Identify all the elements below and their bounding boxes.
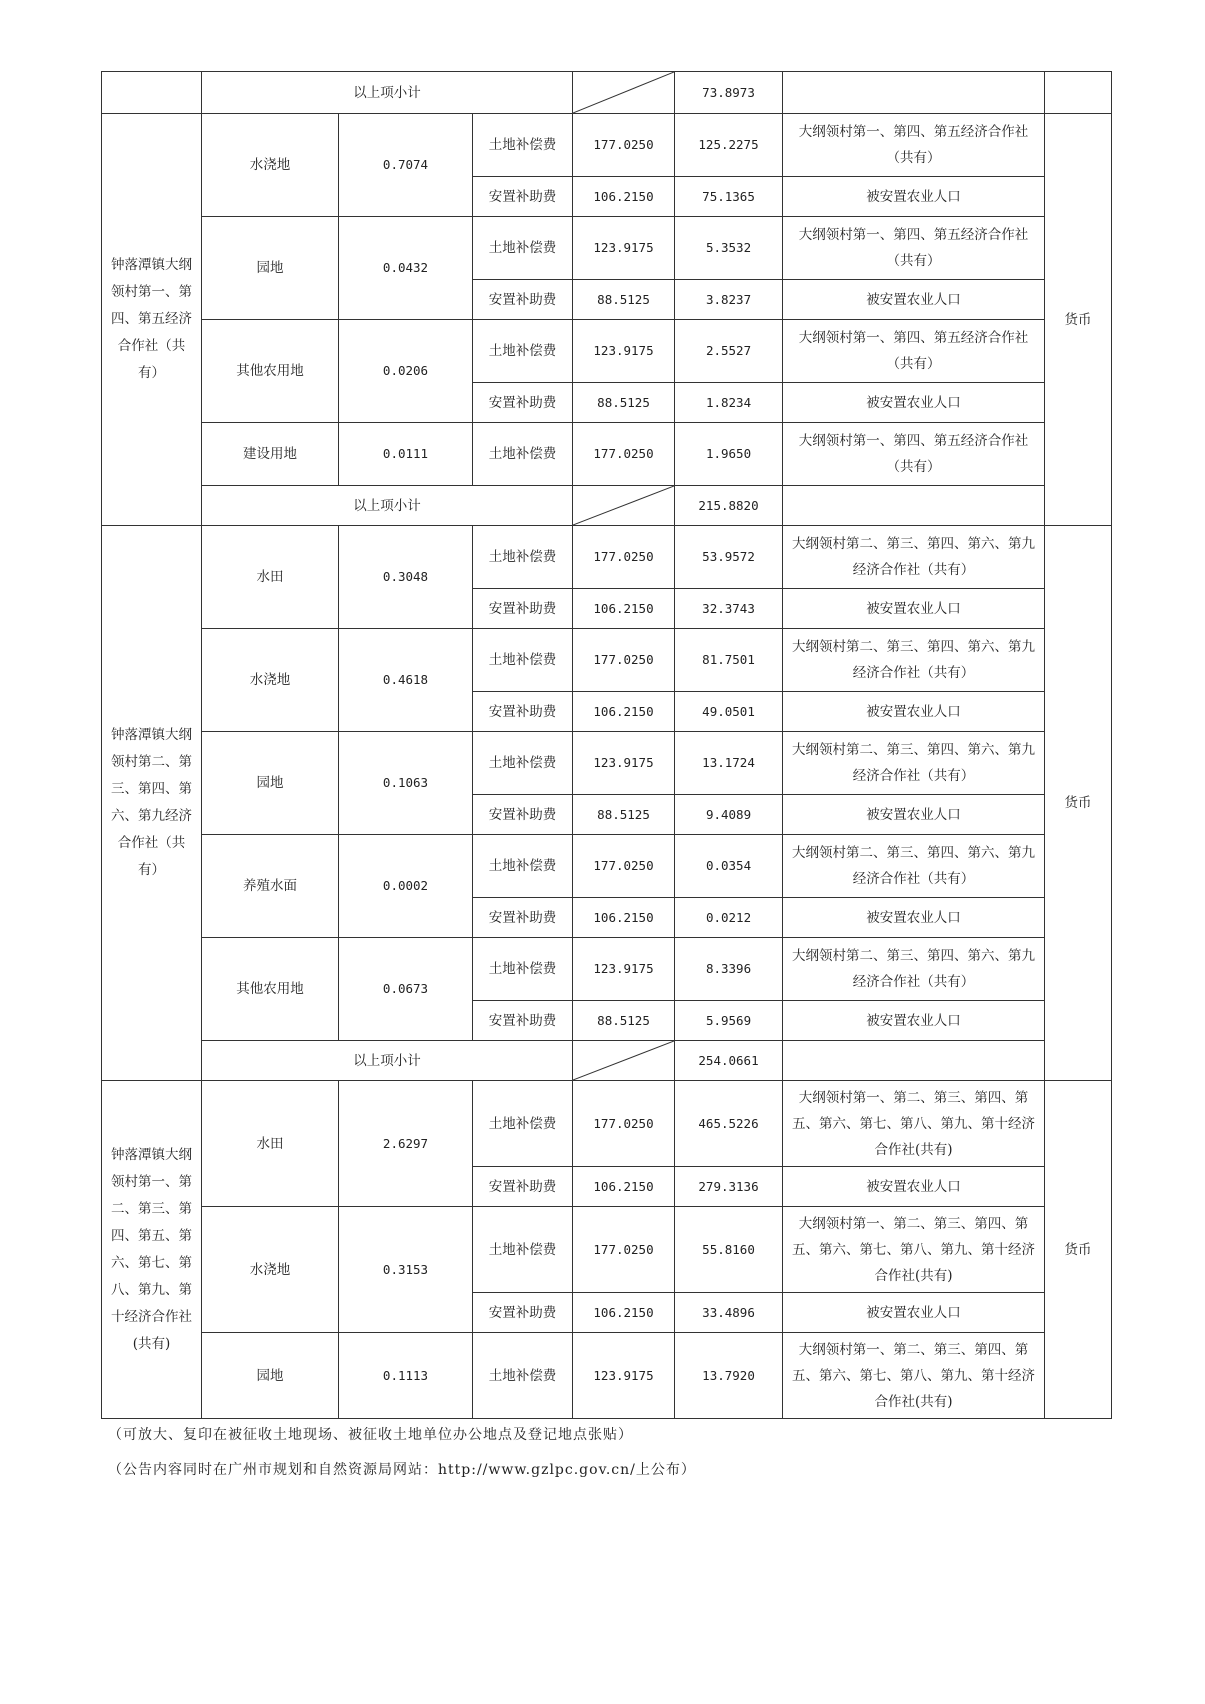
fee-standard: 177.0250 <box>573 1207 675 1293</box>
fee-standard: 177.0250 <box>573 526 675 589</box>
fee-owner: 被安置农业人口 <box>783 280 1045 320</box>
fee-amount: 2.5527 <box>675 320 783 383</box>
fee-item: 土地补偿费 <box>473 732 573 795</box>
land-type: 水田 <box>202 1081 339 1207</box>
fee-standard: 106.2150 <box>573 1167 675 1207</box>
fee-standard: 177.0250 <box>573 835 675 898</box>
fee-standard: 123.9175 <box>573 938 675 1001</box>
fee-item: 安置补助费 <box>473 589 573 629</box>
land-type: 其他农用地 <box>202 320 339 423</box>
fee-item: 安置补助费 <box>473 177 573 217</box>
fee-amount: 0.0354 <box>675 835 783 898</box>
payment-method: 货币 <box>1045 1081 1112 1419</box>
fee-item: 土地补偿费 <box>473 423 573 486</box>
table-row <box>102 1333 1112 1419</box>
payment-method: 货币 <box>1045 526 1112 1081</box>
fee-amount: 279.3136 <box>675 1167 783 1207</box>
fee-item: 土地补偿费 <box>473 114 573 177</box>
fee-amount: 8.3396 <box>675 938 783 1001</box>
table-row <box>102 732 1112 795</box>
fee-owner: 大纲领村第二、第三、第四、第六、第九经济合作社（共有） <box>783 835 1045 898</box>
subtotal-amount: 73.8973 <box>675 72 783 114</box>
table-cell-empty <box>1045 72 1112 114</box>
table-row <box>102 1207 1112 1293</box>
fee-item: 土地补偿费 <box>473 1081 573 1167</box>
fee-item: 土地补偿费 <box>473 526 573 589</box>
land-type: 水浇地 <box>202 1207 339 1333</box>
fee-owner: 大纲领村第二、第三、第四、第六、第九经济合作社（共有） <box>783 629 1045 692</box>
fee-amount: 55.8160 <box>675 1207 783 1293</box>
subtotal-label: 以上项小计 <box>202 72 573 114</box>
land-area: 0.0206 <box>339 320 473 423</box>
fee-amount: 75.1365 <box>675 177 783 217</box>
land-type: 水浇地 <box>202 114 339 217</box>
diagonal-cell <box>573 486 675 526</box>
land-area: 0.0673 <box>339 938 473 1041</box>
fee-amount: 49.0501 <box>675 692 783 732</box>
fee-item: 土地补偿费 <box>473 217 573 280</box>
fee-standard: 106.2150 <box>573 692 675 732</box>
payment-method: 货币 <box>1045 114 1112 526</box>
fee-amount: 33.4896 <box>675 1293 783 1333</box>
compensation-table <box>101 71 1112 1419</box>
table-cell-empty <box>783 72 1045 114</box>
fee-amount: 5.9569 <box>675 1001 783 1041</box>
fee-standard: 123.9175 <box>573 732 675 795</box>
fee-owner: 被安置农业人口 <box>783 898 1045 938</box>
table-row-subtotal <box>102 72 1112 114</box>
fee-item: 土地补偿费 <box>473 835 573 898</box>
fee-amount: 465.5226 <box>675 1081 783 1167</box>
fee-owner: 大纲领村第一、第四、第五经济合作社（共有） <box>783 217 1045 280</box>
fee-item: 土地补偿费 <box>473 938 573 1001</box>
table-row <box>102 217 1112 280</box>
fee-owner: 被安置农业人口 <box>783 1293 1045 1333</box>
fee-owner: 大纲领村第二、第三、第四、第六、第九经济合作社（共有） <box>783 938 1045 1001</box>
diagonal-line <box>573 72 674 113</box>
land-area: 0.0002 <box>339 835 473 938</box>
land-area: 0.3048 <box>339 526 473 629</box>
fee-owner: 大纲领村第一、第四、第五经济合作社（共有） <box>783 114 1045 177</box>
fee-owner: 大纲领村第二、第三、第四、第六、第九经济合作社（共有） <box>783 732 1045 795</box>
fee-owner: 被安置农业人口 <box>783 692 1045 732</box>
fee-standard: 177.0250 <box>573 629 675 692</box>
table-row <box>102 526 1112 589</box>
fee-amount: 1.8234 <box>675 383 783 423</box>
table-cell-empty <box>102 72 202 114</box>
table-row <box>102 835 1112 898</box>
land-type: 水田 <box>202 526 339 629</box>
land-type: 园地 <box>202 1333 339 1419</box>
subtotal-amount: 215.8820 <box>675 486 783 526</box>
fee-owner: 被安置农业人口 <box>783 383 1045 423</box>
fee-amount: 81.7501 <box>675 629 783 692</box>
diagonal-line <box>573 1041 674 1080</box>
diagonal-cell <box>573 72 675 114</box>
fee-item: 土地补偿费 <box>473 1207 573 1293</box>
table-body <box>102 72 1112 1419</box>
land-area: 0.1113 <box>339 1333 473 1419</box>
fee-item: 安置补助费 <box>473 692 573 732</box>
land-area: 0.0111 <box>339 423 473 486</box>
fee-owner: 大纲领村第二、第三、第四、第六、第九经济合作社（共有） <box>783 526 1045 589</box>
note-posting: （可放大、复印在被征收土地现场、被征收土地单位办公地点及登记地点张贴） <box>108 1427 633 1443</box>
fee-standard: 177.0250 <box>573 1081 675 1167</box>
land-area: 0.0432 <box>339 217 473 320</box>
fee-standard: 88.5125 <box>573 383 675 423</box>
fee-standard: 106.2150 <box>573 589 675 629</box>
fee-amount: 5.3532 <box>675 217 783 280</box>
fee-standard: 123.9175 <box>573 1333 675 1419</box>
fee-owner: 被安置农业人口 <box>783 177 1045 217</box>
land-type: 园地 <box>202 732 339 835</box>
land-area: 0.1063 <box>339 732 473 835</box>
fee-item: 土地补偿费 <box>473 320 573 383</box>
fee-item: 安置补助费 <box>473 1001 573 1041</box>
note-website: （公告内容同时在广州市规划和自然资源局网站：http://www.gzlpc.gov.cn/上公布） <box>108 1462 696 1478</box>
table-row <box>102 629 1112 692</box>
table-row <box>102 114 1112 177</box>
fee-amount: 125.2275 <box>675 114 783 177</box>
fee-standard: 177.0250 <box>573 114 675 177</box>
fee-owner: 被安置农业人口 <box>783 589 1045 629</box>
fee-owner: 被安置农业人口 <box>783 1001 1045 1041</box>
fee-standard: 88.5125 <box>573 1001 675 1041</box>
fee-standard: 123.9175 <box>573 217 675 280</box>
table-row-subtotal <box>102 486 1112 526</box>
fee-item: 安置补助费 <box>473 898 573 938</box>
subtotal-label: 以上项小计 <box>202 1041 573 1081</box>
fee-owner: 大纲领村第一、第四、第五经济合作社（共有） <box>783 320 1045 383</box>
table-cell-empty <box>783 486 1045 526</box>
fee-item: 安置补助费 <box>473 1167 573 1207</box>
fee-owner: 大纲领村第一、第四、第五经济合作社（共有） <box>783 423 1045 486</box>
subtotal-amount: 254.0661 <box>675 1041 783 1081</box>
land-area: 2.6297 <box>339 1081 473 1207</box>
table-row <box>102 938 1112 1001</box>
fee-item: 安置补助费 <box>473 280 573 320</box>
fee-standard: 106.2150 <box>573 1293 675 1333</box>
owner-group-name: 钟落潭镇大纲领村第二、第三、第四、第六、第九经济合作社（共有） <box>102 526 202 1081</box>
fee-standard: 88.5125 <box>573 280 675 320</box>
fee-item: 安置补助费 <box>473 795 573 835</box>
land-type: 其他农用地 <box>202 938 339 1041</box>
subtotal-label: 以上项小计 <box>202 486 573 526</box>
diagonal-cell <box>573 1041 675 1081</box>
land-area: 0.3153 <box>339 1207 473 1333</box>
fee-standard: 177.0250 <box>573 423 675 486</box>
fee-owner: 被安置农业人口 <box>783 795 1045 835</box>
fee-item: 土地补偿费 <box>473 1333 573 1419</box>
land-type: 建设用地 <box>202 423 339 486</box>
fee-standard: 106.2150 <box>573 898 675 938</box>
fee-item: 安置补助费 <box>473 383 573 423</box>
diagonal-line <box>573 486 674 525</box>
fee-amount: 0.0212 <box>675 898 783 938</box>
land-type: 养殖水面 <box>202 835 339 938</box>
land-type: 水浇地 <box>202 629 339 732</box>
owner-group-name: 钟落潭镇大纲领村第一、第四、第五经济合作社（共有） <box>102 114 202 526</box>
fee-standard: 123.9175 <box>573 320 675 383</box>
fee-amount: 3.8237 <box>675 280 783 320</box>
fee-owner: 大纲领村第一、第二、第三、第四、第五、第六、第七、第八、第九、第十经济合作社(共有) <box>783 1207 1045 1293</box>
land-area: 0.4618 <box>339 629 473 732</box>
fee-amount: 9.4089 <box>675 795 783 835</box>
table-row <box>102 320 1112 383</box>
table-row-subtotal <box>102 1041 1112 1081</box>
fee-standard: 106.2150 <box>573 177 675 217</box>
fee-amount: 13.1724 <box>675 732 783 795</box>
table-row <box>102 423 1112 486</box>
land-area: 0.7074 <box>339 114 473 217</box>
fee-item: 安置补助费 <box>473 1293 573 1333</box>
fee-owner: 被安置农业人口 <box>783 1167 1045 1207</box>
fee-standard: 88.5125 <box>573 795 675 835</box>
fee-amount: 53.9572 <box>675 526 783 589</box>
land-type: 园地 <box>202 217 339 320</box>
table-row <box>102 1081 1112 1167</box>
owner-group-name: 钟落潭镇大纲领村第一、第二、第三、第四、第五、第六、第七、第八、第九、第十经济合作社(共有) <box>102 1081 202 1419</box>
fee-owner: 大纲领村第一、第二、第三、第四、第五、第六、第七、第八、第九、第十经济合作社(共有) <box>783 1333 1045 1419</box>
table-cell-empty <box>783 1041 1045 1081</box>
fee-amount: 32.3743 <box>675 589 783 629</box>
fee-item: 土地补偿费 <box>473 629 573 692</box>
fee-owner: 大纲领村第一、第二、第三、第四、第五、第六、第七、第八、第九、第十经济合作社(共有) <box>783 1081 1045 1167</box>
fee-amount: 13.7920 <box>675 1333 783 1419</box>
fee-amount: 1.9650 <box>675 423 783 486</box>
